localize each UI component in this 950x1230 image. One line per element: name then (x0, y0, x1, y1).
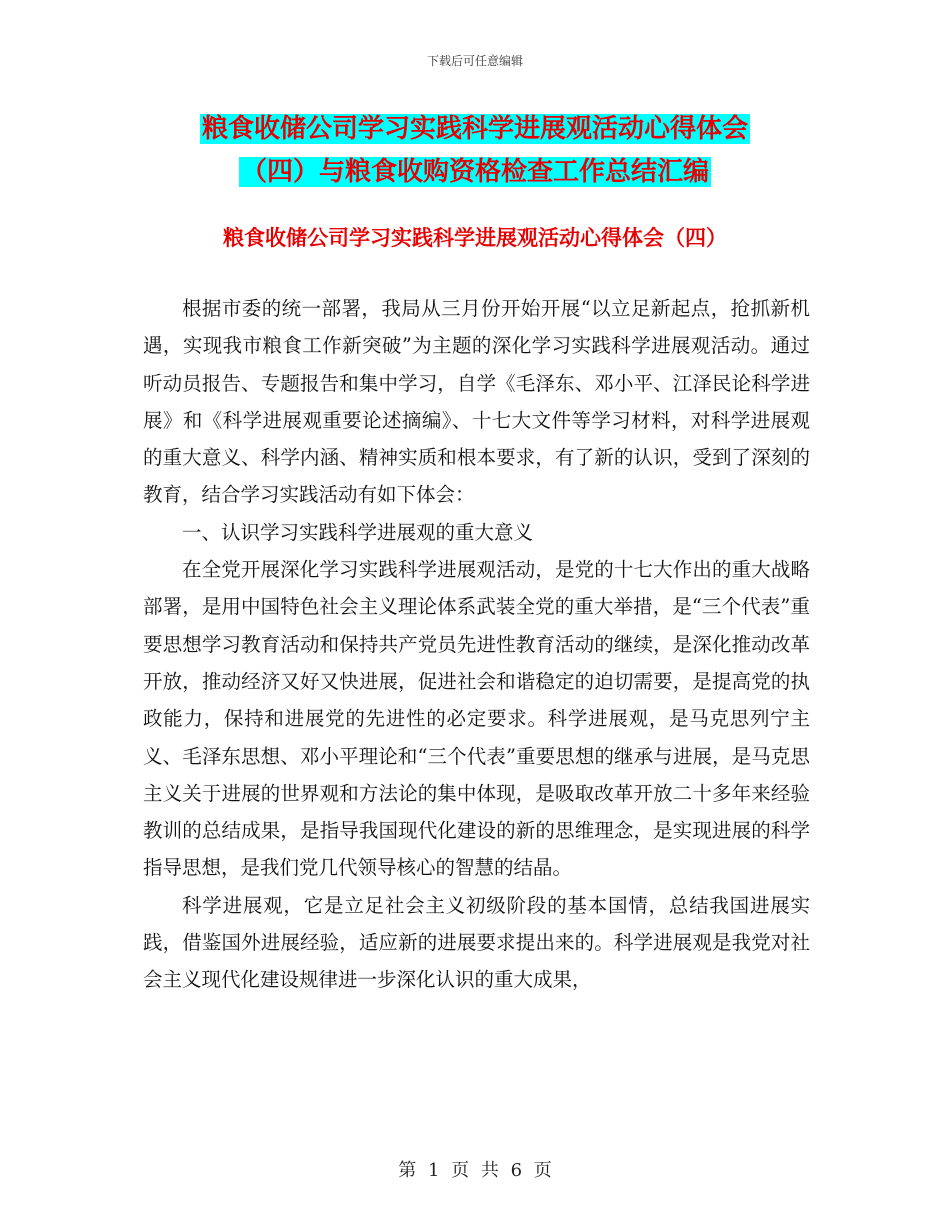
section-title: 粮食收储公司学习实践科学进展观活动心得体会（四） (223, 226, 727, 250)
title-highlight-1: 粮食收储公司学习实践科学进展观活动心得体会 (201, 114, 748, 144)
section-heading: 一、认识学习实践科学进展观的重大意义 (182, 520, 534, 544)
paragraph: 根据市委的统一部署，我局从三月份开始开展“以立足新起点，抢抓新机遇，实现我市粮食工作新突破”为主题的深化学习实践科学进展观活动。通过听动员报告、专题报告和集中学习，自学《毛泽东、邓小平、江泽民论科学进展》和《科学进展观重要论述摘编》、十七大文件等学习材料，对科学进展观的重大意义、科学内涵、精神实质和根本要求，有了新的认识，受到了深刻的教育，结合学习实践活动有如下体会： (143, 297, 810, 507)
title-highlight-2: （四）与粮食收购资格检查工作总结汇编 (240, 157, 709, 187)
document-title-line-1 (0, 112, 950, 146)
document-title-line-2 (0, 155, 950, 189)
document-body (143, 290, 810, 999)
page-number: 第 1 页 共 6 页 (398, 1160, 552, 1181)
paragraph: 科学进展观，它是立足社会主义初级阶段的基本国情，总结我国进展实践，借鉴国外进展经验，适应新的进展要求提出来的。科学进展观是我党对社会主义现代化建设规律进一步深化认识的重大成果， (143, 893, 810, 992)
header-note: 下载后可任意编辑 (426, 54, 523, 68)
paragraph: 在全党开展深化学习实践科学进展观活动，是党的十七大作出的重大战略部署，是用中国特色社会主义理论体系武装全党的重大举措，是“三个代表”重要思想学习教育活动和保持共产党员先进性教育活动的继续，是深化推动改革开放，推动经济又好又快进展，促进社会和谐稳定的迫切需要，是提高党的执政能力，保持和进展党的先进性的必定要求。科学进展观，是马克思列宁主义、毛泽东思想、邓小平理论和“三个代表”重要思想的继承与进展，是马克思主义关于进展的世界观和方法论的集中体现，是吸取改革开放二十多年来经验教训的总结成果，是指导我国现代化建设的新的思维理念，是实现进展的科学指导思想，是我们党几代领导核心的智慧的结晶。 (143, 558, 810, 880)
